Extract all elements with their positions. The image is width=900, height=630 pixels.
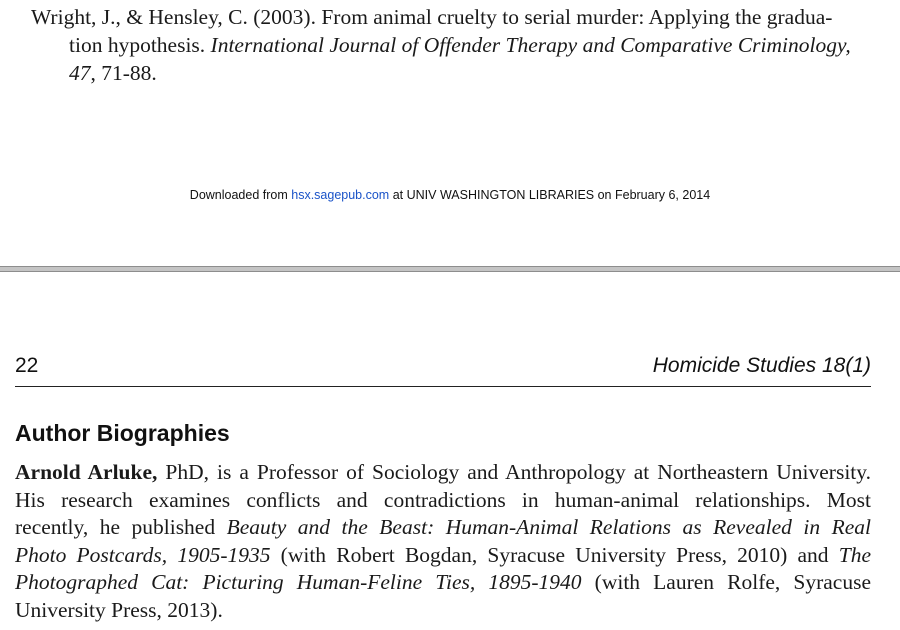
running-head [15, 350, 871, 387]
reference-title-text: tion hypothesis. [69, 33, 211, 57]
reference-pages: , 71-88. [90, 61, 157, 85]
journal-title: Homicide Studies 18(1) [652, 354, 871, 377]
reference-entry [31, 3, 886, 87]
bio-line-4-text: (with Robert Bogdan, Syracuse University Press, 2010) and [270, 542, 839, 567]
bio-line-1 [15, 459, 871, 487]
bio-line-3-text: recently, he published [15, 515, 227, 540]
book-title-1b: Photo Postcards, 1905-1935 [15, 542, 271, 567]
page-number: 22 [15, 354, 39, 377]
reference-volume: 47 [69, 61, 91, 85]
bio-line-5-text: (with Lauren Rolfe, Syracuse [581, 570, 872, 595]
bio-line-2: His research examines conflicts and contradictions in human-animal relationships. Most [15, 487, 871, 512]
reference-line-1: Wright, J., & Hensley, C. (2003). From animal cruelty to serial murder: Applying the gradua- [31, 5, 833, 29]
book-title-2a: The [838, 542, 871, 567]
reference-journal: International Journal of Offender Therapy and Comparative Criminology, [210, 33, 851, 57]
bio-line-3 [15, 514, 871, 542]
bio-line-5 [15, 569, 871, 597]
download-notice [0, 188, 900, 202]
download-suffix: at UNIV WASHINGTON LIBRARIES on February 6, 2014 [389, 188, 711, 202]
author-name: Arnold Arluke, [15, 460, 158, 484]
bio-line-1-text: PhD, is a Professor of Sociology and Anthropology at Northeastern University. [157, 460, 871, 484]
download-link[interactable]: hsx.sagepub.com [291, 188, 390, 202]
bio-line-4 [15, 542, 871, 570]
book-title-1a: Beauty and the Beast: Human-Animal Relations as Revealed in Real [226, 515, 871, 540]
download-prefix: Downloaded from [189, 188, 292, 202]
section-heading: Author Biographies [15, 420, 230, 446]
author-biography [15, 459, 871, 625]
reference-line-2 [31, 31, 886, 59]
bio-line-6: University Press, 2013). [15, 597, 223, 622]
page-divider [0, 266, 900, 272]
book-title-2b: Photographed Cat: Picturing Human-Feline Ties, 1895-1940 [15, 570, 582, 595]
reference-line-3 [31, 59, 886, 87]
